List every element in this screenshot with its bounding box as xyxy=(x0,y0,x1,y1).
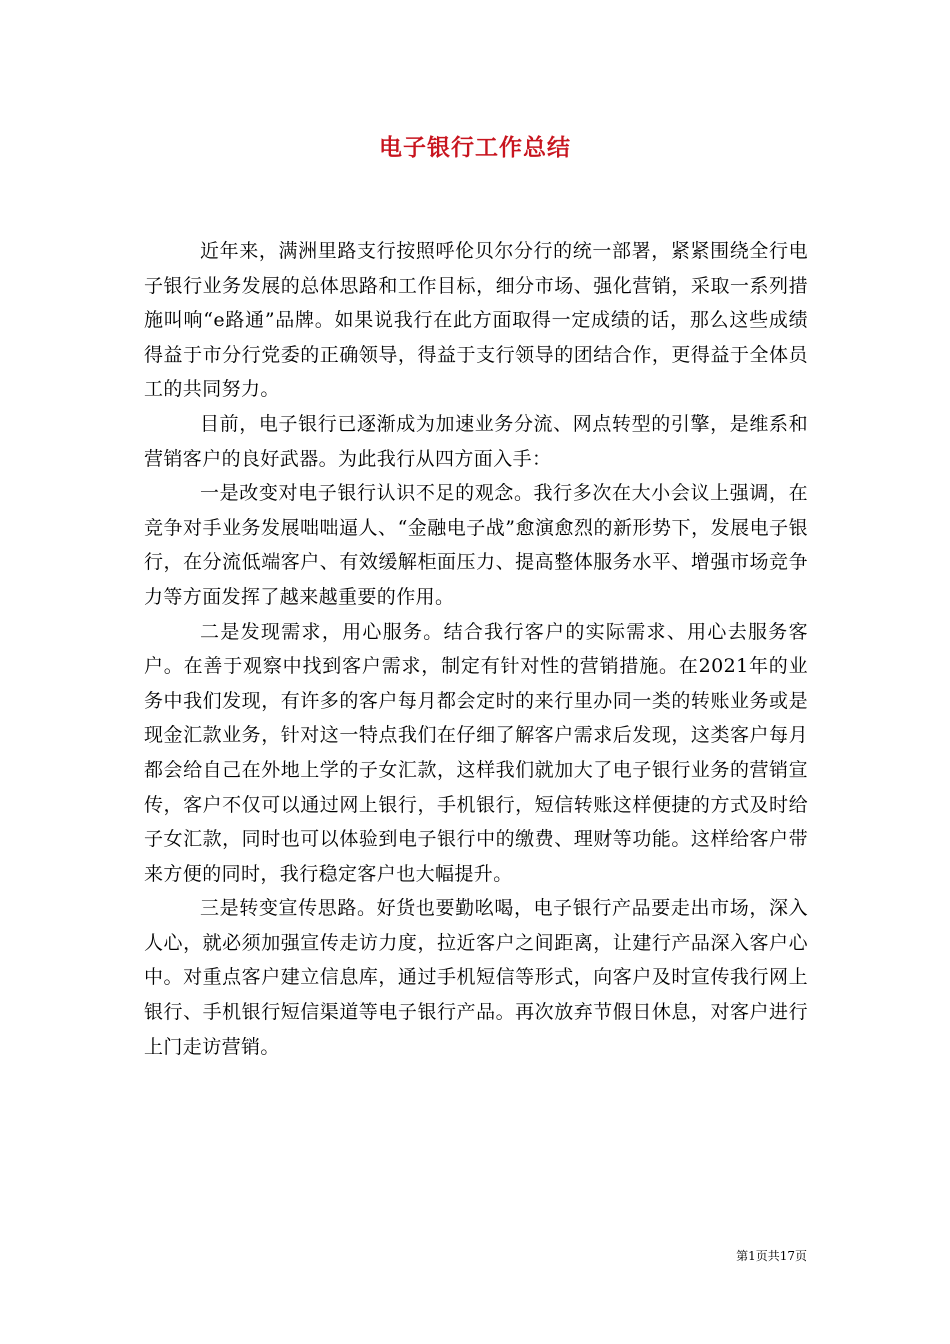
paragraph-intro: 近年来，满洲里路支行按照呼伦贝尔分行的统一部署，紧紧围绕全行电子银行业务发展的总体思路和工作目标，细分市场、强化营销，采取一系列措施叫响“e路通”品牌。如果说我行在此方面取得一定成绩的话，那么这些成绩得益于市分行党委的正确领导，得益于支行领导的团结合作，更得益于全体员工的共同努力。 xyxy=(144,240,808,401)
paragraph-point-one: 一是改变对电子银行认识不足的观念。我行多次在大小会议上强调，在竞争对手业务发展咄咄逼人、“金融电子战”愈演愈烈的新形势下，发展电子银行，在分流低端客户、有效缓解柜面压力、提高整体服务水平、增强市场竞争力等方面发挥了越来越重要的作用。 xyxy=(144,482,808,608)
page-number: 第1页共17页 xyxy=(736,1249,807,1263)
paragraph-overview: 目前，电子银行已逐渐成为加速业务分流、网点转型的引擎，是维系和营销客户的良好武器。为此我行从四方面入手： xyxy=(144,412,808,470)
paragraph-point-two: 二是发现需求，用心服务。结合我行客户的实际需求、用心去服务客户。在善于观察中找到客户需求，制定有针对性的营销措施。在2021年的业务中我们发现，有许多的客户每月都会定时的来行里办同一类的转账业务或是现金汇款业务，针对这一特点我们在仔细了解客户需求后发现，这类客户每月都会给自己在外地上学的子女汇款，这样我们就加大了电子银行业务的营销宣传，客户不仅可以通过网上银行，手机银行，短信转账这样便捷的方式及时给子女汇款，同时也可以体验到电子银行中的缴费、理财等功能。这样给客户带来方便的同时，我行稳定客户也大幅提升。 xyxy=(144,620,808,885)
paragraph-point-three: 三是转变宣传思路。好货也要勤吆喝，电子银行产品要走出市场，深入人心，就必须加强宣传走访力度，拉近客户之间距离，让建行产品深入客户心中。对重点客户建立信息库，通过手机短信等形式，向客户及时宣传我行网上银行、手机银行短信渠道等电子银行产品。再次放弃节假日休息，对客户进行上门走访营销。 xyxy=(144,897,808,1058)
document-body xyxy=(144,234,808,1064)
page-title: 电子银行工作总结 xyxy=(379,134,571,161)
